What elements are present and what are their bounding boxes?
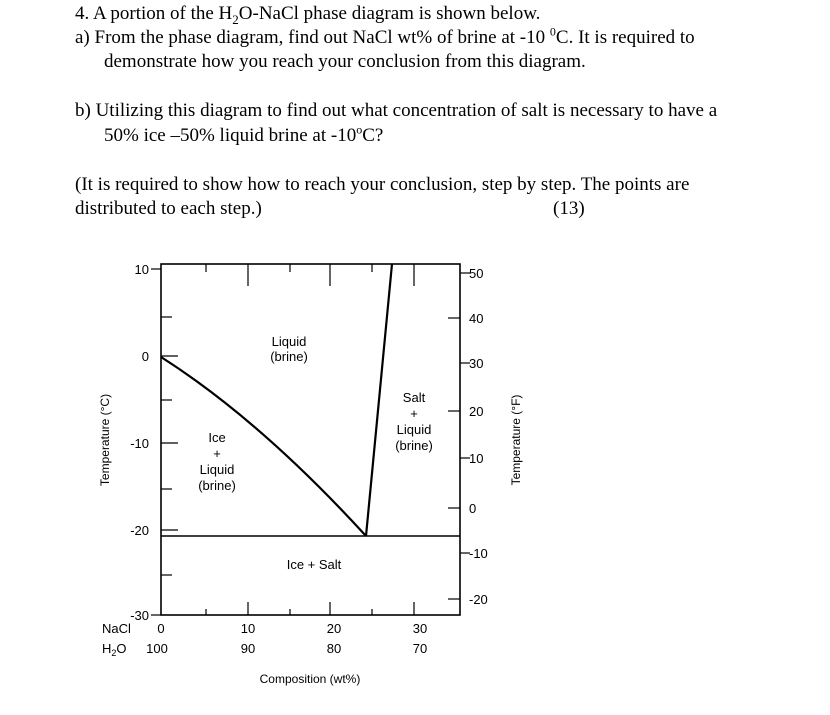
region-ice-salt-label: Ice + Salt xyxy=(286,557,342,572)
region-salt-liquid-label: (brine) xyxy=(395,438,433,453)
question-points: (13) xyxy=(553,198,585,219)
right-tick-label: 30 xyxy=(469,356,484,371)
region-ice-liquid-label: + xyxy=(213,446,221,461)
left-tick-label: -20 xyxy=(130,523,149,538)
nacl-tick-label: 30 xyxy=(412,621,428,636)
liquidus-ice-curve xyxy=(161,357,366,536)
region-liquid-label: Liquid xyxy=(271,334,307,349)
left-tick-label: -10 xyxy=(130,436,149,451)
right-axis-title: Temperature (°F) xyxy=(509,394,523,486)
left-tick-label: -30 xyxy=(130,608,149,623)
bottom-tick-marks xyxy=(206,602,414,615)
right-tick-label: -10 xyxy=(469,546,488,561)
nacl-tick-label: 10 xyxy=(240,621,256,636)
h2o-tick-label: 100 xyxy=(146,641,168,656)
region-salt-liquid-label: Salt xyxy=(402,390,426,405)
region-salt-liquid-label: Liquid xyxy=(396,422,432,437)
nacl-tick-label: 0 xyxy=(157,621,165,636)
h2o-tick-label: 70 xyxy=(412,641,428,656)
left-tick-label: 0 xyxy=(141,349,149,364)
right-tick-label: 10 xyxy=(469,451,484,466)
left-tick-label: 10 xyxy=(134,262,149,277)
nacl-axis-label: NaCl xyxy=(102,621,131,636)
right-tick-label: 50 xyxy=(469,266,484,281)
region-ice-liquid-label: Ice xyxy=(208,430,226,445)
region-ice-liquid-label: Liquid xyxy=(199,462,235,477)
salt-solubility-line xyxy=(366,264,392,536)
question-header: 4. A portion of the $H_2O$-NaCl phase diagram is shown below. xyxy=(75,3,541,27)
h2o-tick-label: 90 xyxy=(240,641,256,656)
question-b-line2: 50% ice –50% liquid brine at -10$^o$C? xyxy=(104,122,384,146)
h2o-tick-label: 80 xyxy=(326,641,342,656)
right-tick-marks xyxy=(448,273,470,599)
left-tick-marks xyxy=(151,269,178,615)
question-note-line2: distributed to each step.) xyxy=(75,198,262,219)
question-a-line2: demonstrate how you reach your conclusion from this diagram. xyxy=(104,51,586,72)
nacl-tick-label: 20 xyxy=(326,621,342,636)
question-b-line1: b) Utilizing this diagram to find out what concentration of salt is necessary to have a xyxy=(75,100,718,121)
region-ice-liquid-label: (brine) xyxy=(198,478,236,493)
region-salt-liquid-label: + xyxy=(410,406,418,421)
question-a-line1: a) From the phase diagram, find out NaCl wt% of brine at -10 $^0$C. It is required to xyxy=(75,24,695,48)
h2o-axis-label: $H_2O$ xyxy=(102,641,127,658)
top-tick-marks xyxy=(206,264,414,286)
question-note-line1: (It is required to show how to reach your conclusion, step by step. The points are xyxy=(75,174,690,195)
left-axis-title: Temperature (°C) xyxy=(98,393,112,487)
x-axis-title: Composition (wt%) xyxy=(259,672,361,686)
right-tick-label: -20 xyxy=(469,592,488,607)
right-tick-label: 0 xyxy=(469,501,477,516)
region-liquid-label: (brine) xyxy=(270,349,308,364)
right-tick-label: 20 xyxy=(469,404,484,419)
right-tick-label: 40 xyxy=(469,311,484,326)
